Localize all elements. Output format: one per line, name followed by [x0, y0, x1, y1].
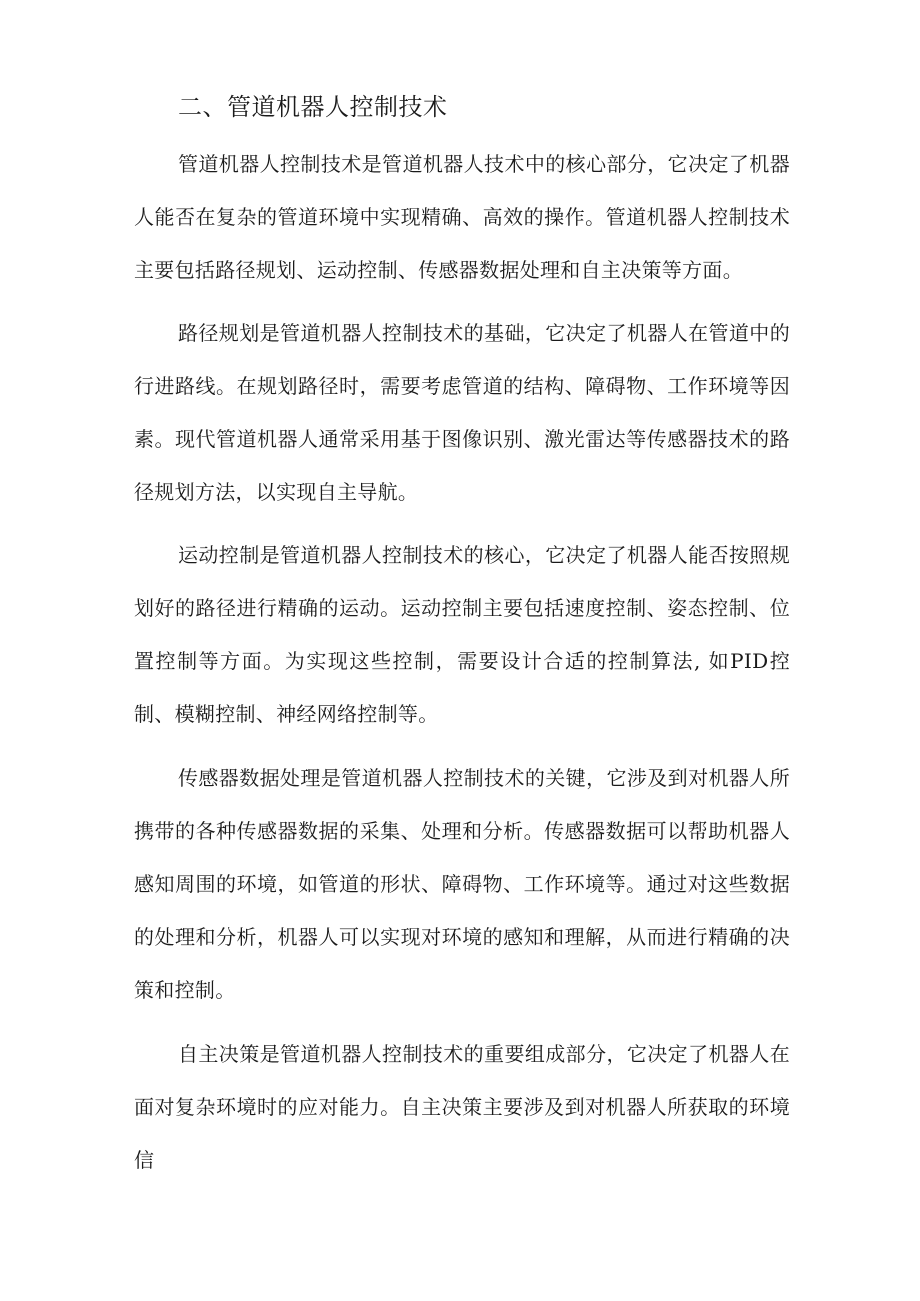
paragraph-path-planning: 路径规划是管道机器人控制技术的基础，它决定了机器人在管道中的行进路线。在规划路径时，需要考虑管道的结构、障碍物、工作环境等因素。现代管道机器人通常采用基于图像识别、激光雷达等传感器技术的路径规划方法，以实现自主导航。: [134, 321, 790, 504]
paragraph-intro: 管道机器人控制技术是管道机器人技术中的核心部分，它决定了机器人能否在复杂的管道环境中实现精确、高效的操作。管道机器人控制技术主要包括路径规划、运动控制、传感器数据处理和自主决策等方面。: [134, 152, 790, 282]
paragraph-sensor-data: 传感器数据处理是管道机器人控制技术的关键，它涉及到对机器人所携带的各种传感器数据的采集、处理和分析。传感器数据可以帮助机器人感知周围的环境，如管道的形状、障碍物、工作环境等。通过对这些数据的处理和分析，机器人可以实现对环境的感知和理解，从而进行精确的决策和控制。: [134, 766, 790, 1002]
section-heading: 二、管道机器人控制技术: [178, 93, 448, 121]
paragraph-motion-control: 运动控制是管道机器人控制技术的核心，它决定了机器人能否按照规划好的路径进行精确的运动。运动控制主要包括速度控制、姿态控制、位置控制等方面。为实现这些控制，需要设计合适的控制算法, 如PID控制、模糊控制、神经网络控制等。: [134, 543, 790, 726]
paragraph-autonomous-decision: 自主决策是管道机器人控制技术的重要组成部分，它决定了机器人在面对复杂环境时的应对能力。自主决策主要涉及到对机器人所获取的环境信: [134, 1042, 790, 1172]
